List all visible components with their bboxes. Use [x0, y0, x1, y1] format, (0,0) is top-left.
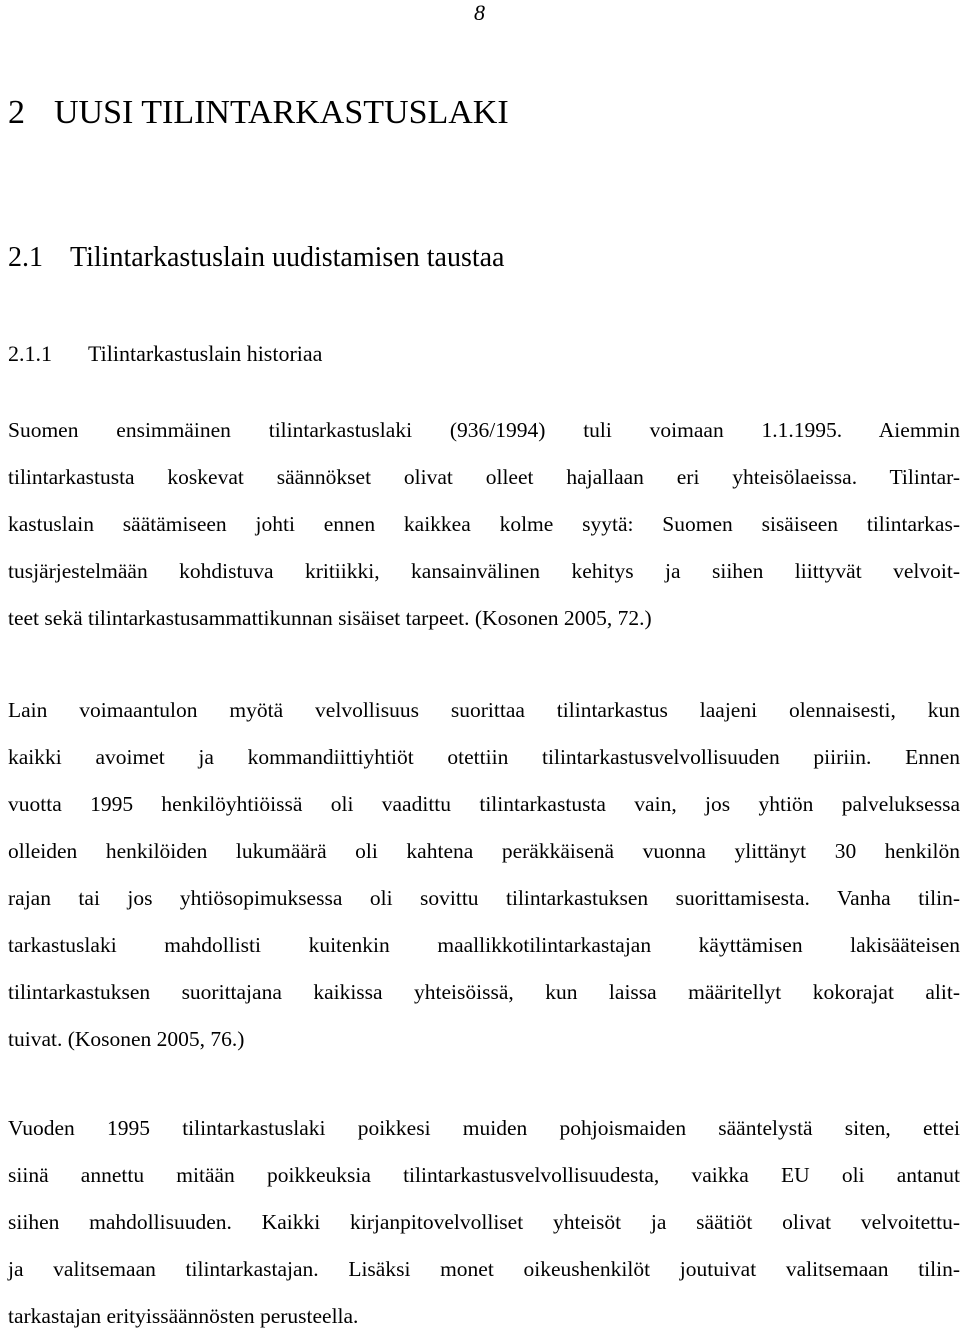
- text-line: tilintarkastuksen suorittajana kaikissa yhteisöissä, kun laissa määritellyt kokorajat alit-: [8, 980, 960, 1004]
- text-line: tuivat. (Kosonen 2005, 76.): [8, 1027, 245, 1051]
- paragraph-3: [8, 1105, 960, 1340]
- subsection-title: Tilintarkastuslain historiaa: [88, 341, 323, 366]
- section-heading: [8, 241, 504, 275]
- section-number: 2.1: [8, 242, 43, 273]
- text-line: Suomen ensimmäinen tilintarkastuslaki (936/1994) tuli voimaan 1.1.1995. Aiemmin: [8, 418, 960, 442]
- text-line: tilintarkastusta koskevat säännökset olivat olleet hajallaan eri yhteisölaeissa. Tilintar-: [8, 465, 960, 489]
- page-number: 8: [474, 0, 485, 25]
- section-title: Tilintarkastuslain uudistamisen taustaa: [70, 242, 505, 273]
- text-line: Lain voimaantulon myötä velvollisuus suorittaa tilintarkastus laajeni olennaisesti, kun: [8, 698, 960, 722]
- text-line: kastuslain säätämiseen johti ennen kaikkea kolme syytä: Suomen sisäiseen tilintarkas-: [8, 512, 960, 536]
- text-line: tarkastajan erityissäännösten perusteella.: [8, 1304, 359, 1328]
- text-line: ja valitsemaan tilintarkastajan. Lisäksi monet oikeushenkilöt joutuivat valitsemaan tilin-: [8, 1257, 960, 1281]
- paragraph-2: [8, 687, 960, 1063]
- subsection-number: 2.1.1: [8, 341, 52, 366]
- chapter-heading: [8, 93, 509, 133]
- subsection-heading: [8, 340, 322, 368]
- chapter-number: 2: [8, 94, 25, 131]
- text-line: olleiden henkilöiden lukumäärä oli kahtena peräkkäisenä vuonna ylittänyt 30 henkilön: [8, 839, 960, 863]
- text-line: tusjärjestelmään kohdistuva kritiikki, kansainvälinen kehitys ja siihen liittyvät velvoit-: [8, 559, 960, 583]
- text-line: siihen mahdollisuuden. Kaikki kirjanpitovelvolliset yhteisöt ja säätiöt olivat velvoitettu-: [8, 1210, 960, 1234]
- text-line: tarkastuslaki mahdollisti kuitenkin maallikkotilintarkastajan käyttämisen lakisääteisen: [8, 933, 960, 957]
- text-line: vuotta 1995 henkilöyhtiöissä oli vaadittu tilintarkastusta vain, jos yhtiön palveluksessa: [8, 792, 960, 816]
- text-line: teet sekä tilintarkastusammattikunnan sisäiset tarpeet. (Kosonen 2005, 72.): [8, 606, 652, 630]
- text-line: kaikki avoimet ja kommandiittiyhtiöt otettiin tilintarkastusvelvollisuuden piiriin. Ennen: [8, 745, 960, 769]
- text-line: Vuoden 1995 tilintarkastuslaki poikkesi muiden pohjoismaiden sääntelystä siten, ettei: [8, 1116, 960, 1140]
- paragraph-1: [8, 407, 960, 642]
- text-line: siinä annettu mitään poikkeuksia tilintarkastusvelvollisuudesta, vaikka EU oli antanut: [8, 1163, 960, 1187]
- chapter-title: UUSI TILINTARKASTUSLAKI: [54, 94, 509, 131]
- text-line: rajan tai jos yhtiösopimuksessa oli sovittu tilintarkastuksen suorittamisesta. Vanha tilin-: [8, 886, 960, 910]
